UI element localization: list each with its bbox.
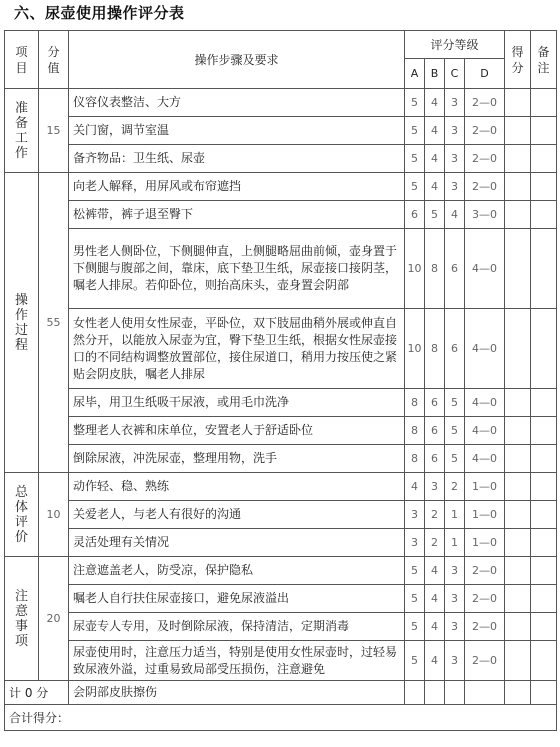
header-grade-c: C <box>445 59 465 89</box>
empty-cell[interactable] <box>505 681 531 705</box>
table-row <box>5 529 557 557</box>
table-row <box>5 389 557 417</box>
score-cell[interactable] <box>505 557 531 585</box>
remarks-cell[interactable] <box>531 309 557 389</box>
remarks-cell[interactable] <box>531 389 557 417</box>
header-points: 分值 <box>39 31 69 89</box>
score-cell[interactable] <box>505 173 531 201</box>
grade-c-value: 1 <box>445 529 465 557</box>
header-row-1 <box>5 31 557 59</box>
table-row <box>5 501 557 529</box>
score-cell[interactable] <box>505 501 531 529</box>
score-cell[interactable] <box>505 613 531 641</box>
section-points: 20 <box>39 557 69 681</box>
step-text: 关爱老人，与老人有很好的沟通 <box>69 501 405 529</box>
header-remarks: 备注 <box>531 31 557 89</box>
step-text: 松裤带，裤子退至臀下 <box>69 201 405 229</box>
grade-d-value: 2—0 <box>465 145 505 173</box>
section-name: 操作过程 <box>5 173 39 473</box>
remarks-cell[interactable] <box>531 501 557 529</box>
grade-c-value: 2 <box>445 473 465 501</box>
page-title: 六、尿壶使用操作评分表 <box>14 4 185 22</box>
grade-d-value: 4—0 <box>465 445 505 473</box>
grade-a-value: 6 <box>405 201 425 229</box>
grade-a-value: 5 <box>405 173 425 201</box>
remarks-cell[interactable] <box>531 229 557 309</box>
grade-d-value: 2—0 <box>465 173 505 201</box>
grade-b-value: 3 <box>425 473 445 501</box>
grade-d-value: 4—0 <box>465 389 505 417</box>
score-cell[interactable] <box>505 389 531 417</box>
grade-c-value: 3 <box>445 173 465 201</box>
grade-b-value: 4 <box>425 557 445 585</box>
score-cell[interactable] <box>505 641 531 681</box>
remarks-cell[interactable] <box>531 173 557 201</box>
grade-c-value: 3 <box>445 117 465 145</box>
grade-b-value: 6 <box>425 417 445 445</box>
grade-b-value: 4 <box>425 613 445 641</box>
table-row <box>5 473 557 501</box>
total-score-row <box>5 705 557 731</box>
grade-d-value: 2—0 <box>465 641 505 681</box>
remarks-cell[interactable] <box>531 417 557 445</box>
table-row <box>5 201 557 229</box>
zero-score-condition: 会阴部皮肤擦伤 <box>69 681 405 705</box>
remarks-cell[interactable] <box>531 201 557 229</box>
table-row <box>5 585 557 613</box>
grade-a-value: 8 <box>405 445 425 473</box>
grade-c-value: 3 <box>445 641 465 681</box>
step-text: 动作轻、稳、熟练 <box>69 473 405 501</box>
step-text: 嘱老人自行扶住尿壶接口，避免尿液溢出 <box>69 585 405 613</box>
grade-b-value: 2 <box>425 501 445 529</box>
grade-b-value: 8 <box>425 309 445 389</box>
grade-a-value: 4 <box>405 473 425 501</box>
score-cell[interactable] <box>505 229 531 309</box>
grade-a-value: 10 <box>405 229 425 309</box>
grade-d-value: 2—0 <box>465 585 505 613</box>
grade-a-value: 3 <box>405 529 425 557</box>
grade-a-value: 10 <box>405 309 425 389</box>
grade-a-value: 5 <box>405 641 425 681</box>
grade-c-value: 6 <box>445 229 465 309</box>
header-item: 项目 <box>5 31 39 89</box>
step-text: 倒除尿液，冲洗尿壶，整理用物，洗手 <box>69 445 405 473</box>
grade-d-value: 1—0 <box>465 473 505 501</box>
grade-b-value: 6 <box>425 389 445 417</box>
table-row <box>5 613 557 641</box>
grade-c-value: 3 <box>445 585 465 613</box>
table-row <box>5 445 557 473</box>
grade-d-value: 1—0 <box>465 501 505 529</box>
score-cell[interactable] <box>505 117 531 145</box>
table-row <box>5 229 557 309</box>
grade-d-value: 2—0 <box>465 613 505 641</box>
score-cell[interactable] <box>505 309 531 389</box>
grade-a-value: 5 <box>405 613 425 641</box>
header-grade-d: D <box>465 59 505 89</box>
grade-c-value: 1 <box>445 501 465 529</box>
empty-cell <box>425 681 445 705</box>
grade-c-value: 5 <box>445 417 465 445</box>
table-row <box>5 417 557 445</box>
grade-b-value: 2 <box>425 529 445 557</box>
remarks-cell[interactable] <box>531 445 557 473</box>
score-cell[interactable] <box>505 473 531 501</box>
grade-c-value: 6 <box>445 309 465 389</box>
score-cell[interactable] <box>505 417 531 445</box>
grade-a-value: 5 <box>405 89 425 117</box>
grade-b-value: 4 <box>425 145 445 173</box>
grade-d-value: 4—0 <box>465 417 505 445</box>
grade-c-value: 3 <box>445 613 465 641</box>
score-table-body <box>5 31 557 731</box>
grade-d-value: 2—0 <box>465 557 505 585</box>
grade-d-value: 1—0 <box>465 529 505 557</box>
step-text: 向老人解释，用屏风或布帘遮挡 <box>69 173 405 201</box>
table-row <box>5 557 557 585</box>
remarks-cell[interactable] <box>531 145 557 173</box>
step-text: 尿毕，用卫生纸吸干尿液，或用毛巾洗净 <box>69 389 405 417</box>
score-table <box>4 30 557 731</box>
step-text: 注意遮盖老人，防受凉，保护隐私 <box>69 557 405 585</box>
remarks-cell[interactable] <box>531 641 557 681</box>
section-name: 准备工作 <box>5 89 39 173</box>
zero-score-label: 计 0 分 <box>5 681 69 705</box>
score-cell[interactable] <box>505 145 531 173</box>
grade-c-value: 4 <box>445 201 465 229</box>
grade-b-value: 5 <box>425 201 445 229</box>
score-cell[interactable] <box>505 89 531 117</box>
grade-d-value: 4—0 <box>465 229 505 309</box>
remarks-cell[interactable] <box>531 613 557 641</box>
header-score: 得分 <box>505 31 531 89</box>
grade-b-value: 4 <box>425 173 445 201</box>
remarks-cell[interactable] <box>531 117 557 145</box>
grade-c-value: 5 <box>445 445 465 473</box>
score-cell[interactable] <box>505 445 531 473</box>
step-text: 尿壶专人专用，及时倒除尿液，保持清洁，定期消毒 <box>69 613 405 641</box>
grade-c-value: 3 <box>445 557 465 585</box>
header-grade-a: A <box>405 59 425 89</box>
grade-b-value: 4 <box>425 117 445 145</box>
grade-b-value: 8 <box>425 229 445 309</box>
remarks-cell[interactable] <box>531 529 557 557</box>
grade-a-value: 5 <box>405 585 425 613</box>
section-name: 总体评价 <box>5 473 39 557</box>
grade-c-value: 3 <box>445 89 465 117</box>
grade-a-value: 5 <box>405 557 425 585</box>
grade-d-value: 4—0 <box>465 309 505 389</box>
step-text: 灵活处理有关情况 <box>69 529 405 557</box>
remarks-cell[interactable] <box>531 89 557 117</box>
grade-a-value: 8 <box>405 417 425 445</box>
step-text: 男性老人侧卧位，下侧腿伸直，上侧腿略屈曲前倾，壶身置于下侧腿与腹部之间，靠床，底下垫卫生纸，尿壶接口接阴茎，嘱老人排尿。若仰卧位，则抬高床头，壶身置会阴部 <box>69 229 405 309</box>
grade-d-value: 3—0 <box>465 201 505 229</box>
section-points: 55 <box>39 173 69 473</box>
grade-d-value: 2—0 <box>465 89 505 117</box>
grade-a-value: 8 <box>405 389 425 417</box>
table-row <box>5 117 557 145</box>
section-points: 15 <box>39 89 69 173</box>
score-cell[interactable] <box>505 201 531 229</box>
step-text: 仪容仪表整洁、大方 <box>69 89 405 117</box>
step-text: 关门窗，调节室温 <box>69 117 405 145</box>
table-row <box>5 173 557 201</box>
step-text: 女性老人使用女性尿壶，平卧位，双下肢屈曲稍外展或伸直自然分开，以能放入尿壶为宜，臀下垫卫生纸，根据女性尿壶接口的不同结构调整放置部位，接住尿道口，稍用力按压使之紧贴会阴皮肤，嘱老人排尿 <box>69 309 405 389</box>
section-points: 10 <box>39 473 69 557</box>
step-text: 备齐物品：卫生纸、尿壶 <box>69 145 405 173</box>
total-score-field[interactable]: 合计得分： <box>5 705 557 731</box>
remarks-cell[interactable] <box>531 585 557 613</box>
header-steps: 操作步骤及要求 <box>69 31 405 89</box>
empty-cell <box>445 681 465 705</box>
grade-b-value: 6 <box>425 445 445 473</box>
grade-b-value: 4 <box>425 89 445 117</box>
grade-a-value: 3 <box>405 501 425 529</box>
table-row <box>5 309 557 389</box>
section-name: 注意事项 <box>5 557 39 681</box>
table-row <box>5 89 557 117</box>
grade-a-value: 5 <box>405 145 425 173</box>
zero-score-row <box>5 681 557 705</box>
table-row <box>5 641 557 681</box>
score-cell[interactable] <box>505 585 531 613</box>
grade-c-value: 3 <box>445 145 465 173</box>
header-grade-b: B <box>425 59 445 89</box>
score-cell[interactable] <box>505 529 531 557</box>
remarks-cell[interactable] <box>531 473 557 501</box>
remarks-cell[interactable] <box>531 557 557 585</box>
empty-cell <box>405 681 425 705</box>
table-row <box>5 145 557 173</box>
empty-cell[interactable] <box>531 681 557 705</box>
grade-c-value: 5 <box>445 389 465 417</box>
grade-b-value: 4 <box>425 585 445 613</box>
grade-b-value: 4 <box>425 641 445 681</box>
grade-d-value: 2—0 <box>465 117 505 145</box>
empty-cell <box>465 681 505 705</box>
grade-a-value: 5 <box>405 117 425 145</box>
step-text: 整理老人衣裤和床单位，安置老人于舒适卧位 <box>69 417 405 445</box>
step-text: 尿壶使用时，注意压力适当，特别是使用女性尿壶时，过轻易致尿液外溢，过重易致局部受压损伤，注意避免 <box>69 641 405 681</box>
header-grade: 评分等级 <box>405 31 505 59</box>
